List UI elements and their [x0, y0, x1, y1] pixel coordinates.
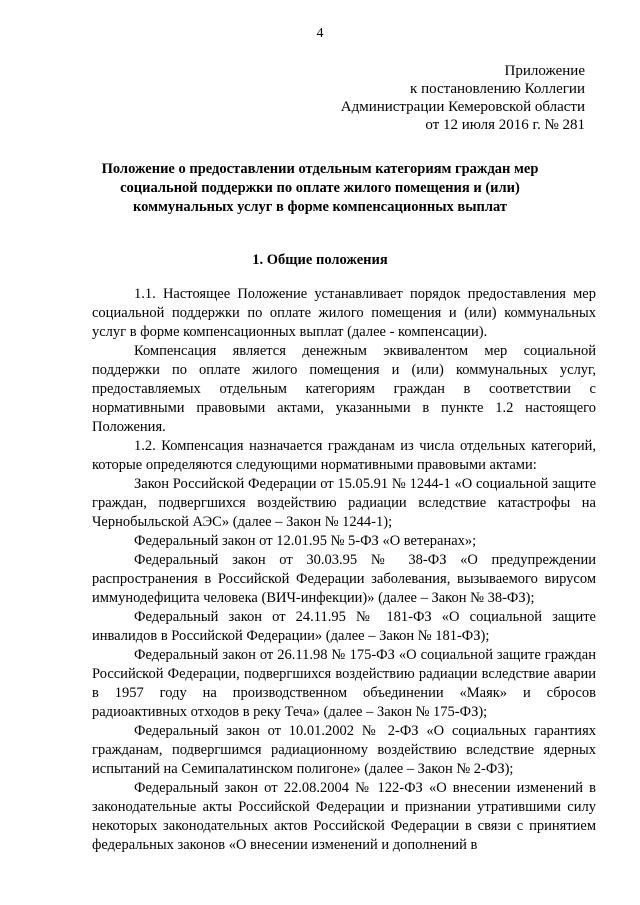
paragraph: Компенсация является денежным эквивалентом мер социальной поддержки по оплате жилого помещения и (или) коммунальных услуг, предоставляемых отдельным категориям граждан в соответствии с нормативными правовыми актами, указанными в пункте 1.2 настоящего Положения.: [92, 343, 596, 435]
body-text: [92, 285, 596, 855]
appendix-line: Администрации Кемеровской области: [340, 99, 585, 115]
appendix-block: [341, 62, 585, 134]
paragraph: Федеральный закон от 12.01.95 № 5-ФЗ «О ветеранах»;: [134, 533, 477, 549]
paragraph: Закон Российской Федерации от 15.05.91 № 1244-1 «О социальной защите граждан, подвергшихся воздействию радиации вследствие катастрофы на Чернобыльской АЭС» (далее – Закон № 1244-1);: [92, 476, 596, 530]
paragraph: Федеральный закон от 30.03.95 № 38-ФЗ «О предупреждении распространения в Российской Федерации заболевания, вызываемого вирусом иммунодефицита человека (ВИЧ-инфекции)» (далее – Закон № 38-ФЗ);: [92, 552, 596, 606]
paragraph: Федеральный закон от 10.01.2002 № 2-ФЗ «О социальных гарантиях гражданам, подвергшимся радиационному воздействию вследствие ядерных испытаний на Семипалатинском полигоне» (далее – Закон № 2-ФЗ);: [92, 723, 596, 777]
paragraph: Федеральный закон от 22.08.2004 № 122-ФЗ «О внесении изменений в законодательные акты Российской Федерации и признании утратившими силу некоторых законодательных актов Российской Федерации в связи с принятием федеральных законов «О внесении изменений и дополнений в: [92, 780, 596, 853]
document-title: Положение о предоставлении отдельным категориям граждан мер социальной поддержки по оплате жилого помещения и (или) коммунальных услуг в форме компенсационных выплат: [101, 161, 539, 215]
paragraph: 1.1. Настоящее Положение устанавливает порядок предоставления мер социальной поддержки по оплате жилого помещения и (или) коммунальных услуг в форме компенсационных выплат (далее - компенсации).: [92, 286, 596, 340]
paragraph: Федеральный закон от 24.11.95 № 181-ФЗ «О социальной защите инвалидов в Российской Федерации» (далее – Закон № 181-ФЗ);: [92, 609, 596, 644]
paragraph: Федеральный закон от 26.11.98 № 175-ФЗ «О социальной защите граждан Российской Федерации, подвергшихся воздействию радиации вследствие аварии в 1957 году на производственном объединении «Маяк» и сбросов радиоактивных отходов в реку Теча» (далее – Закон № 175-ФЗ);: [92, 647, 596, 720]
appendix-line: Приложение: [504, 63, 585, 79]
section-heading: 1. Общие положения: [252, 252, 388, 268]
appendix-line: от 12 июля 2016 г. № 281: [425, 117, 585, 133]
paragraph: 1.2. Компенсация назначается гражданам из числа отдельных категорий, которые определяются следующими нормативными правовыми актами:: [92, 438, 596, 473]
page-number: 4: [316, 26, 324, 41]
appendix-line: к постановлению Коллегии: [410, 81, 585, 97]
